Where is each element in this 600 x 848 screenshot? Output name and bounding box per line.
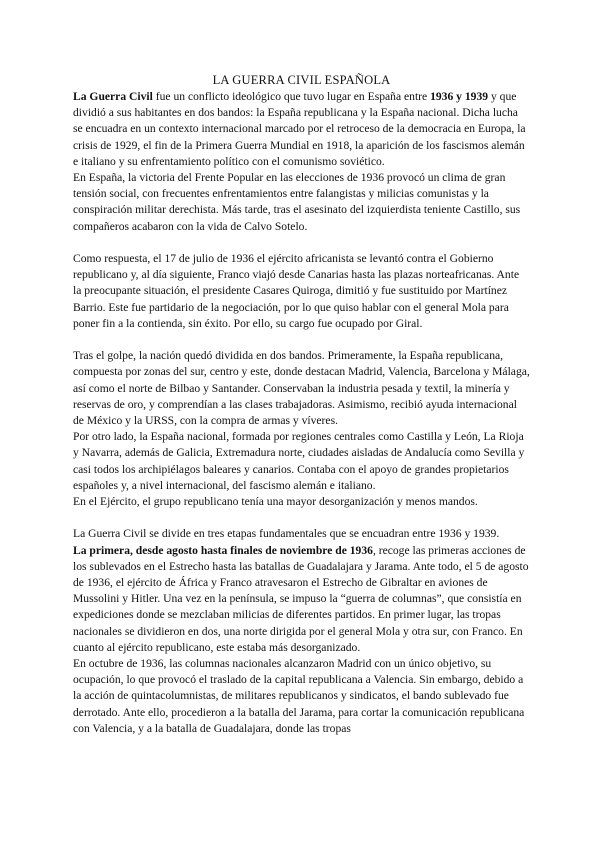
paragraph-uprising: Como respuesta, el 17 de julio de 1936 el ejército africanista se levantó contra el Gobierno republicano y, al día siguiente, Franco viajó desde Canarias hasta las plazas norteafricanas. Ante la preocupante situación, el presidente Casares Quiroga, dimitió y fue sustituido por Martínez Barrio. Este fue partidario de la negociación, por lo que quiso hablar con el general Mola para poner fin a la contienda, sin éxito. Por ello, su cargo fue ocupado por Giral. [73, 252, 520, 330]
paragraph-republican-side: Tras el golpe, la nación quedó dividida en dos bandos. Primeramente, la España republicana, compuesta por zonas del sur, centro y este, donde destacan Madrid, Valencia, Barcelona y Málaga, así como el norte de Bilbao y Santander. Conservaban la industria pesada y textil, la minería y reservas de oro, y comprendían a las clases trabajadoras. Asimismo, recibió ayuda internacional de México y la URSS, con la compra de armas y víveres. [73, 349, 530, 428]
paragraph-madrid: En octubre de 1936, las columnas nacionales alcanzaron Madrid con un único objetivo, su ocupación, lo que provocó el traslado de la capital republicana a Valencia. Sin embargo, debido a la acción de quintacolumnistas, de militares republicanos y sindicatos, el bando sublevado fue derrotado. Ante ello, procedieron a la batalla del Jarama, para cortar la comunicación republicana con Valencia, y a la batalla de Guadalajara, donde las tropas [73, 657, 525, 735]
paragraph-intro [73, 89, 530, 170]
paragraph-national-side: Por otro lado, la España nacional, formada por regiones centrales como Castilla y León, La Rioja y Navarra, además de Galicia, Extremadura norte, ciudades aisladas de Andalucía como Sevilla y casi todos los archipiélagos baleares y canarios. Contaba con el apoyo de grandes propietarios españoles y, a nivel internacional, del fascismo alemán e italiano. [73, 430, 525, 492]
paragraph-gap [73, 235, 530, 251]
paragraph-text: y que dividió a sus habitantes en dos bandos: la España republicana y la España nacional. Dicha lucha se encuadra en un contexto internacional marcado por el retroceso de la democracia en Europa, la crisis de 1929, el fin de la Primera Guerra Mundial en 1918, la aparición de los fascismos alemán e italiano y su enfrentamiento político con el comunismo soviético. [73, 90, 526, 168]
bold-term: La Guerra Civil [73, 90, 153, 103]
document-title: LA GUERRA CIVIL ESPAÑOLA [212, 73, 391, 87]
paragraph-text: , recoge las primeras acciones de los sublevados en el Estrecho hasta las batallas de Guadalajara y Jarama. Ante todo, el 5 de agosto de 1936, el ejército de África y Franco atravesaron el Estrecho de Gibraltar en aviones de Mussolini y Hitler. Una vez en la península, se impuso la “guerra de columnas”, que consistía en expediciones donde se mezclaban milicias de diferentes partidos. En primer lugar, las tropas nacionales se dividieron en dos, una norte dirigida por el general Mola y otra sur, con Franco. En cuanto al ejército republicano, este estaba más desorganizado. [73, 543, 529, 654]
paragraph-gap [73, 332, 530, 348]
paragraph-army: En el Ejército, el grupo republicano tenía una mayor desorganización y menos mandos. [73, 495, 478, 509]
bold-dates: 1936 y 1939 [430, 90, 489, 103]
bold-stage-title: La primera, desde agosto hasta finales de noviembre de 1936 [73, 543, 373, 557]
paragraph-gap [73, 510, 530, 526]
paragraph-first-stage [73, 543, 530, 656]
paragraph-stages: La Guerra Civil se divide en tres etapas fundamentales que se encuadran entre 1936 y 1939. [73, 527, 500, 541]
paragraph-context: En España, la victoria del Frente Popular en las elecciones de 1936 provocó un clima de gran tensión social, con frecuentes enfrentamientos entre falangistas y milicias comunistas y la conspiración militar derechista. Más tarde, tras el asesinato del izquierdista teniente Castillo, sus compañeros acabaron con la vida de Calvo Sotelo. [73, 171, 521, 233]
paragraph-text: fue un conflicto ideológico que tuvo lugar en España entre [152, 90, 431, 103]
